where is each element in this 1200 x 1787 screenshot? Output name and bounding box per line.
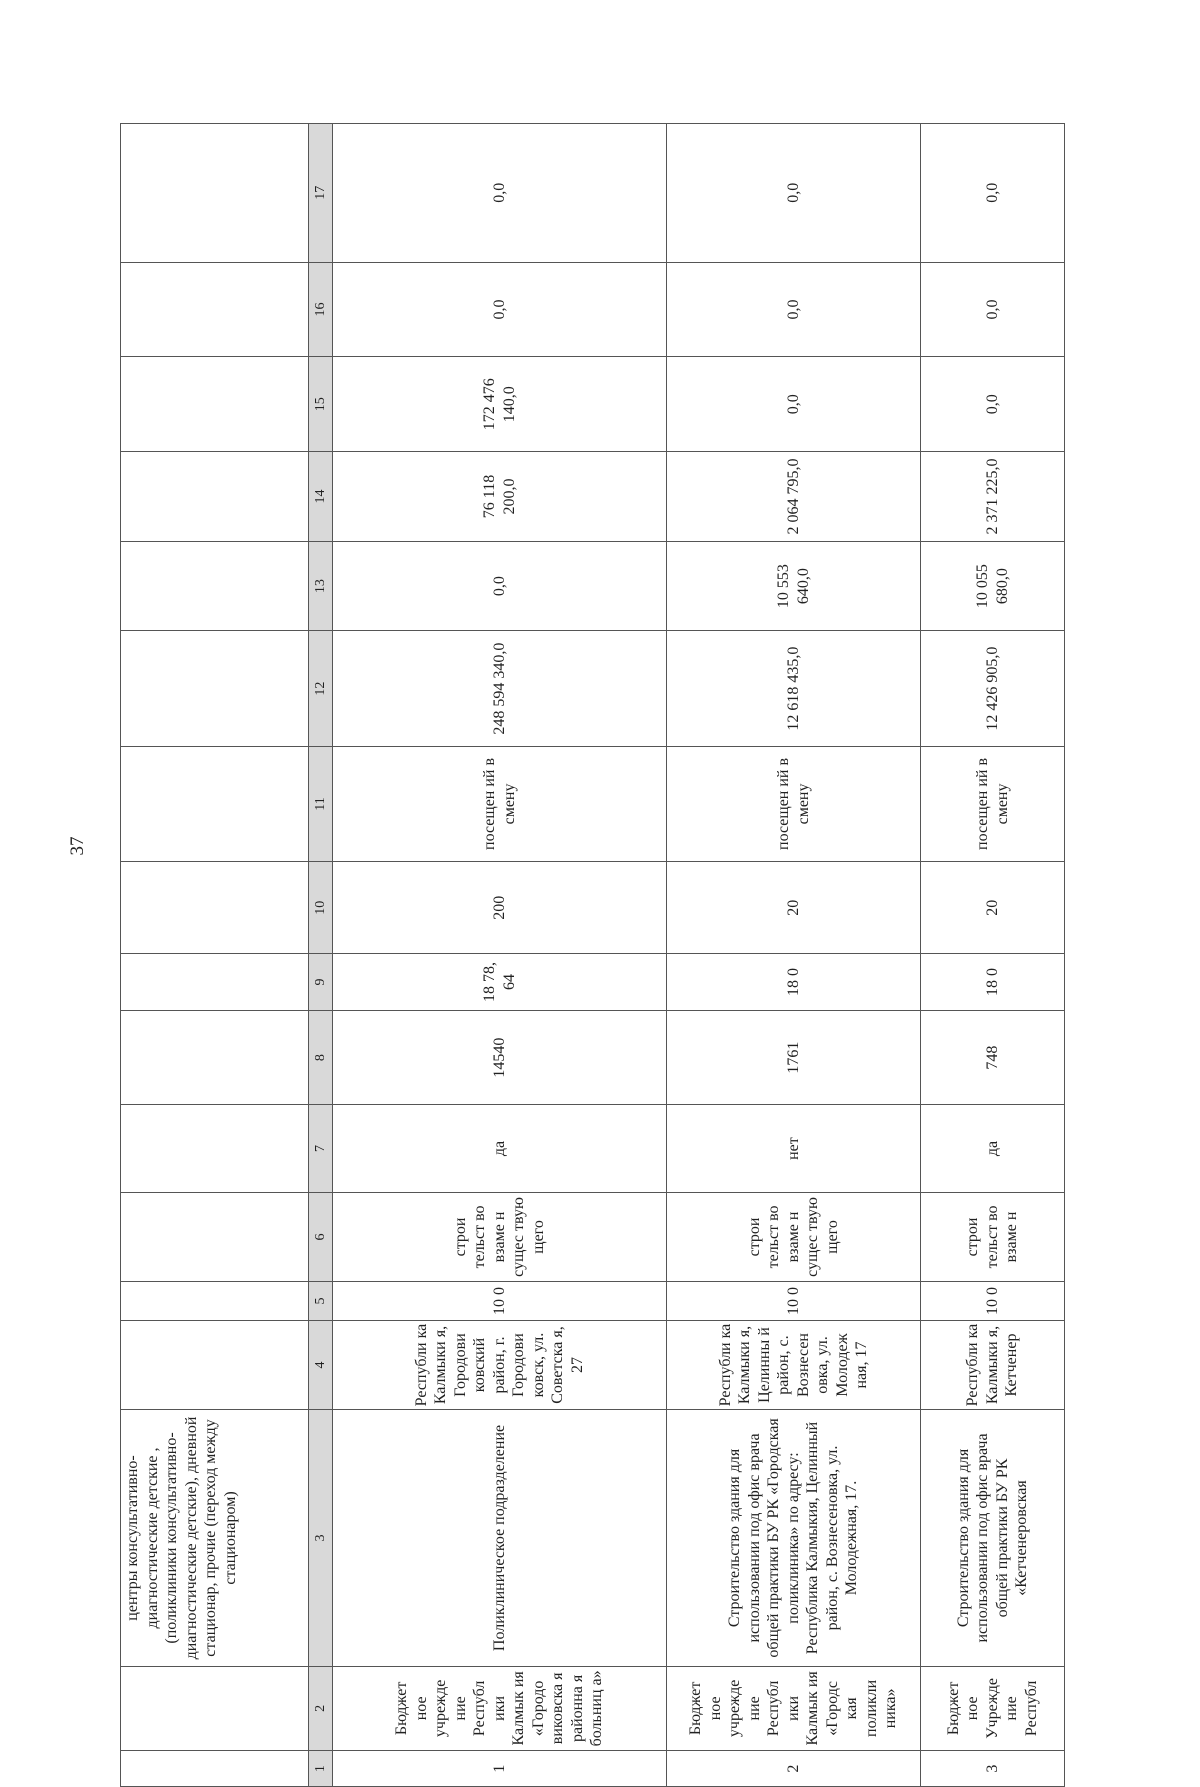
- column-number: 16: [309, 262, 333, 357]
- column-number: 1: [309, 1751, 333, 1787]
- cell-col12: 248 594 340,0: [333, 631, 667, 746]
- column-number: 3: [309, 1410, 333, 1666]
- continuation-text: центры консультативно-диагностические детские , (поликлиники консультативно-диагностические детские), дневной стационар, прочие (переход между стационаром): [121, 1410, 309, 1666]
- column-number: 5: [309, 1282, 333, 1320]
- column-number: 12: [309, 631, 333, 746]
- column-number: 4: [309, 1320, 333, 1410]
- object-name-cell: Поликлиническое подразделение: [333, 1410, 667, 1666]
- cell-col10: 20: [921, 862, 1065, 954]
- cell-col15: 0,0: [667, 357, 921, 452]
- cell-col13: 10 553 640,0: [667, 541, 921, 631]
- column-number: 6: [309, 1192, 333, 1282]
- cell-col16: 0,0: [921, 262, 1065, 357]
- column-number-row: [309, 124, 333, 1787]
- cell-col8: 1761: [667, 1010, 921, 1105]
- construction-type-cell: строи тельст во взаме н сущес твую щего: [667, 1192, 921, 1282]
- cell-col5: 10 0: [921, 1282, 1065, 1320]
- rotated-table-container: [120, 123, 1064, 1787]
- cell-col9: 18 0: [921, 954, 1065, 1010]
- cell-col11: посещен ий в смену: [921, 746, 1065, 861]
- row-number: 3: [921, 1751, 1065, 1787]
- column-number: 2: [309, 1666, 333, 1751]
- cell-col14: 2 064 795,0: [667, 452, 921, 542]
- data-table: [120, 123, 1065, 1787]
- cell-col17: 0,0: [921, 124, 1065, 263]
- column-number: 10: [309, 862, 333, 954]
- cell-col13: 0,0: [333, 541, 667, 631]
- object-name-cell: Строительство здания для использовании под офис врача общей практики БУ РК «Кетченеровская: [921, 1410, 1065, 1666]
- address-cell: Республи ка Калмыки я, Целинны й район, с. Вознесен овка, ул. Молодеж ная, 17: [667, 1320, 921, 1410]
- column-number: 14: [309, 452, 333, 542]
- cell-col14: 76 118 200,0: [333, 452, 667, 542]
- cell-col15: 172 476 140,0: [333, 357, 667, 452]
- cell-col9: 18 78, 64: [333, 954, 667, 1010]
- object-name-cell: Строительство здания для использовании под офис врача общей практики БУ РК «Городская поликлиника» по адресу: Республика Калмыкия, Целинный район, с. Вознесеновка, ул. Молодежная, 17.: [667, 1410, 921, 1666]
- cell-col7: да: [921, 1105, 1065, 1192]
- column-number: 9: [309, 954, 333, 1010]
- table-row: [667, 124, 921, 1787]
- cell-col8: 14540: [333, 1010, 667, 1105]
- cell-col5: 10 0: [667, 1282, 921, 1320]
- cell-col13: 10 055 680,0: [921, 541, 1065, 631]
- table-row: [333, 124, 667, 1787]
- column-number: 11: [309, 746, 333, 861]
- address-cell: Республи ка Калмыки я, Кетченер: [921, 1320, 1065, 1410]
- cell-col7: нет: [667, 1105, 921, 1192]
- institution-cell: Бюджет ное учрежде ние Республ ики Калмык ия «Городо виковска я районна я больниц а»: [333, 1666, 667, 1751]
- cell-col10: 20: [667, 862, 921, 954]
- cell-col17: 0,0: [667, 124, 921, 263]
- cell-col16: 0,0: [667, 262, 921, 357]
- column-number: 13: [309, 541, 333, 631]
- cell-col9: 18 0: [667, 954, 921, 1010]
- cell-col17: 0,0: [333, 124, 667, 263]
- column-number: 8: [309, 1010, 333, 1105]
- continuation-row: [121, 124, 309, 1787]
- institution-cell: Бюджет ное учрежде ние Республ ики Калмык ия «Городс кая поликли ника»: [667, 1666, 921, 1751]
- cell-col16: 0,0: [333, 262, 667, 357]
- cell-col5: 10 0: [333, 1282, 667, 1320]
- row-number: 1: [333, 1751, 667, 1787]
- column-number: 17: [309, 124, 333, 263]
- cell-col12: 12 426 905,0: [921, 631, 1065, 746]
- cell-col15: 0,0: [921, 357, 1065, 452]
- cell-col8: 748: [921, 1010, 1065, 1105]
- address-cell: Республи ка Калмыки я, Городови ковский район, г. Городови ковск, ул. Советска я, 27: [333, 1320, 667, 1410]
- page-number: 37: [67, 836, 88, 856]
- table-row: [921, 124, 1065, 1787]
- construction-type-cell: строи тельст во взаме н сущес твую щего: [333, 1192, 667, 1282]
- cell-col11: посещен ий в смену: [667, 746, 921, 861]
- cell-col10: 200: [333, 862, 667, 954]
- cell-col11: посещен ий в смену: [333, 746, 667, 861]
- institution-cell: Бюджет ное Учрежде ние Республ: [921, 1666, 1065, 1751]
- cell-col7: да: [333, 1105, 667, 1192]
- cell-col14: 2 371 225,0: [921, 452, 1065, 542]
- row-number: 2: [667, 1751, 921, 1787]
- column-number: 15: [309, 357, 333, 452]
- column-number: 7: [309, 1105, 333, 1192]
- cell-col12: 12 618 435,0: [667, 631, 921, 746]
- construction-type-cell: строи тельст во взаме н: [921, 1192, 1065, 1282]
